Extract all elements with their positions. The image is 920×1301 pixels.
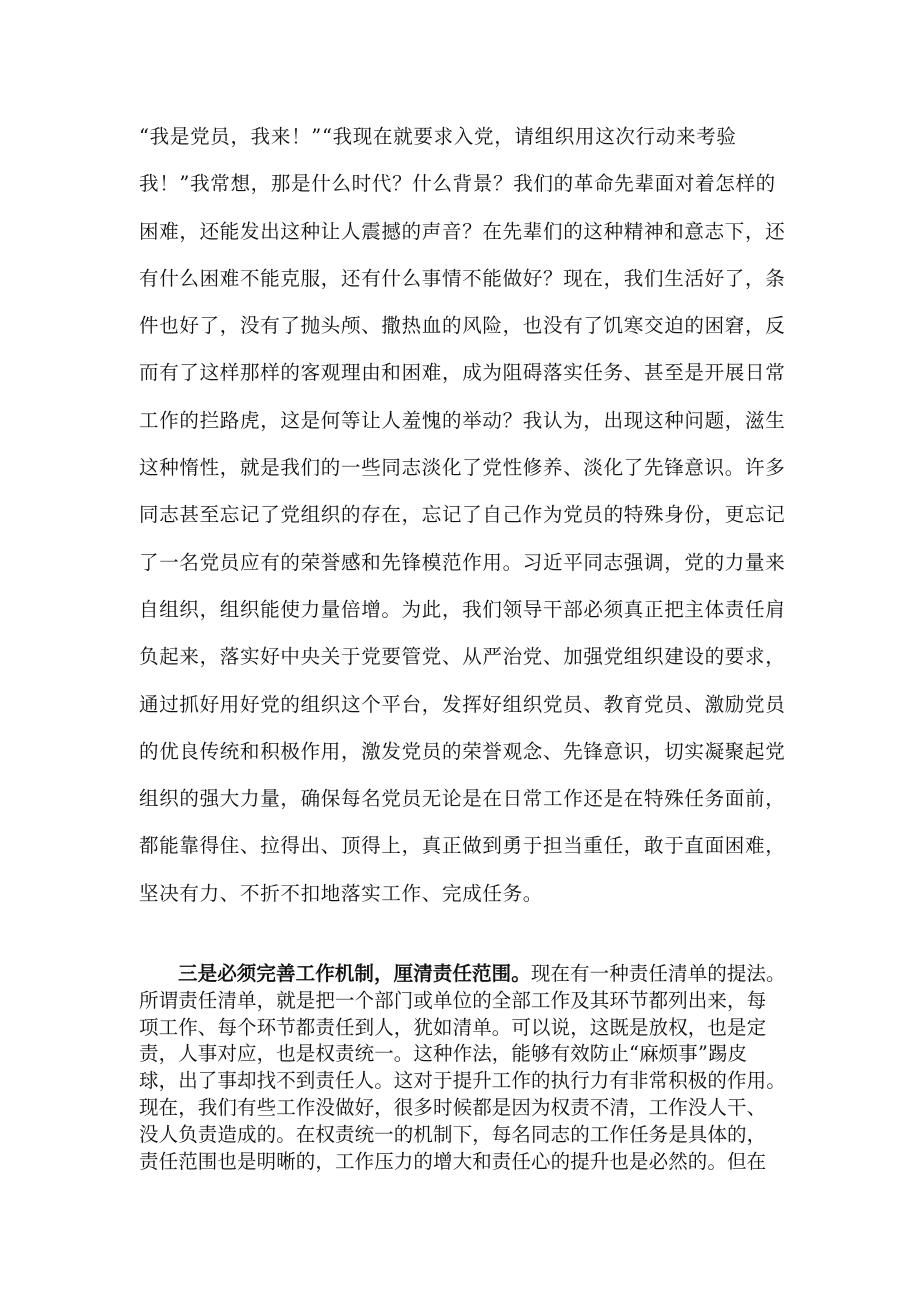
text-line: 组织的强大力量，确保每名党员无论是在日常工作还是在特殊任务面前， <box>139 787 786 811</box>
text-line: 这种惰性，就是我们的一些同志淡化了党性修养、淡化了先锋意识。许多 <box>139 456 786 480</box>
text-line: 的优良传统和积极作用，激发党员的荣誉观念、先锋意识，切实凝聚起党 <box>139 739 786 763</box>
text-line: 球，出了事却找不到责任人。这对于提升工作的执行力有非常积极的作用。 <box>139 1069 786 1093</box>
text-line: 责任范围也是明晰的，工作压力的增大和责任心的提升也是必然的。但在 <box>139 1149 767 1173</box>
paragraph-responsibility <box>139 961 789 1175</box>
text-line: 了一名党员应有的荣誉感和先锋模范作用。习近平同志强调，党的力量来 <box>139 550 786 574</box>
text-line: 我！”我常想，那是什么时代？什么背景？我们的革命先辈面对着怎样的 <box>139 172 776 196</box>
text-line: 通过抓好用好党的组织这个平台，发挥好组织党员、教育党员、激励党员 <box>139 692 786 716</box>
text-line: “我是党员，我来！”“我现在就要求入党，请组织用这次行动来考验 <box>139 125 737 148</box>
text-line: 件也好了，没有了抛头颅、撒热血的风险，也没有了饥寒交迫的困窘，反 <box>139 314 786 338</box>
heading-continuation: 现在有一种责任清单的提法。 <box>530 962 786 985</box>
text-line: 所谓责任清单，就是把一个部门或单位的全部工作及其环节都列出来，每 <box>139 988 767 1012</box>
paragraph-party-member <box>139 113 787 917</box>
text-line: 现在，我们有些工作没做好，很多时候都是因为权责不清，工作没人干、 <box>139 1095 767 1119</box>
text-line: 责，人事对应，也是权责统一。这种作法，能够有效防止“麻烦事”踢皮 <box>139 1042 748 1066</box>
text-line: 负起来，落实好中央关于党要管党、从严治党、加强党组织建设的要求， <box>139 645 786 669</box>
text-line: 坚决有力、不折不扣地落实工作、完成任务。 <box>139 881 544 905</box>
text-line: 都能靠得住、拉得出、顶得上，真正做到勇于担当重任，敢于直面困难， <box>139 834 786 858</box>
text-line: 工作的拦路虎，这是何等让人羞愧的举动？我认为，出现这种问题，滋生 <box>139 408 786 432</box>
text-line: 同志甚至忘记了党组织的存在，忘记了自己作为党员的特殊身份，更忘记 <box>139 503 786 527</box>
text-line: 项工作、每个环节都责任到人，犹如清单。可以说，这既是放权，也是定 <box>139 1015 767 1039</box>
section-heading: 三是必须完善工作机制，厘清责任范围。 <box>178 962 531 985</box>
text-line: 而有了这样那样的客观理由和困难，成为阻碍落实任务、甚至是开展日常 <box>139 361 786 385</box>
text-line: 自组织，组织能使力量倍增。为此，我们领导干部必须真正把主体责任肩 <box>139 597 786 621</box>
text-line: 有什么困难不能克服，还有什么事情不能做好？现在，我们生活好了，条 <box>139 266 786 290</box>
text-line: 困难，还能发出这种让人震撼的声音？在先辈们的这种精神和意志下，还 <box>139 219 786 243</box>
text-line: 没人负责造成的。在权责统一的机制下，每名同志的工作任务是具体的， <box>139 1122 767 1146</box>
paragraph-first-line <box>139 961 789 988</box>
